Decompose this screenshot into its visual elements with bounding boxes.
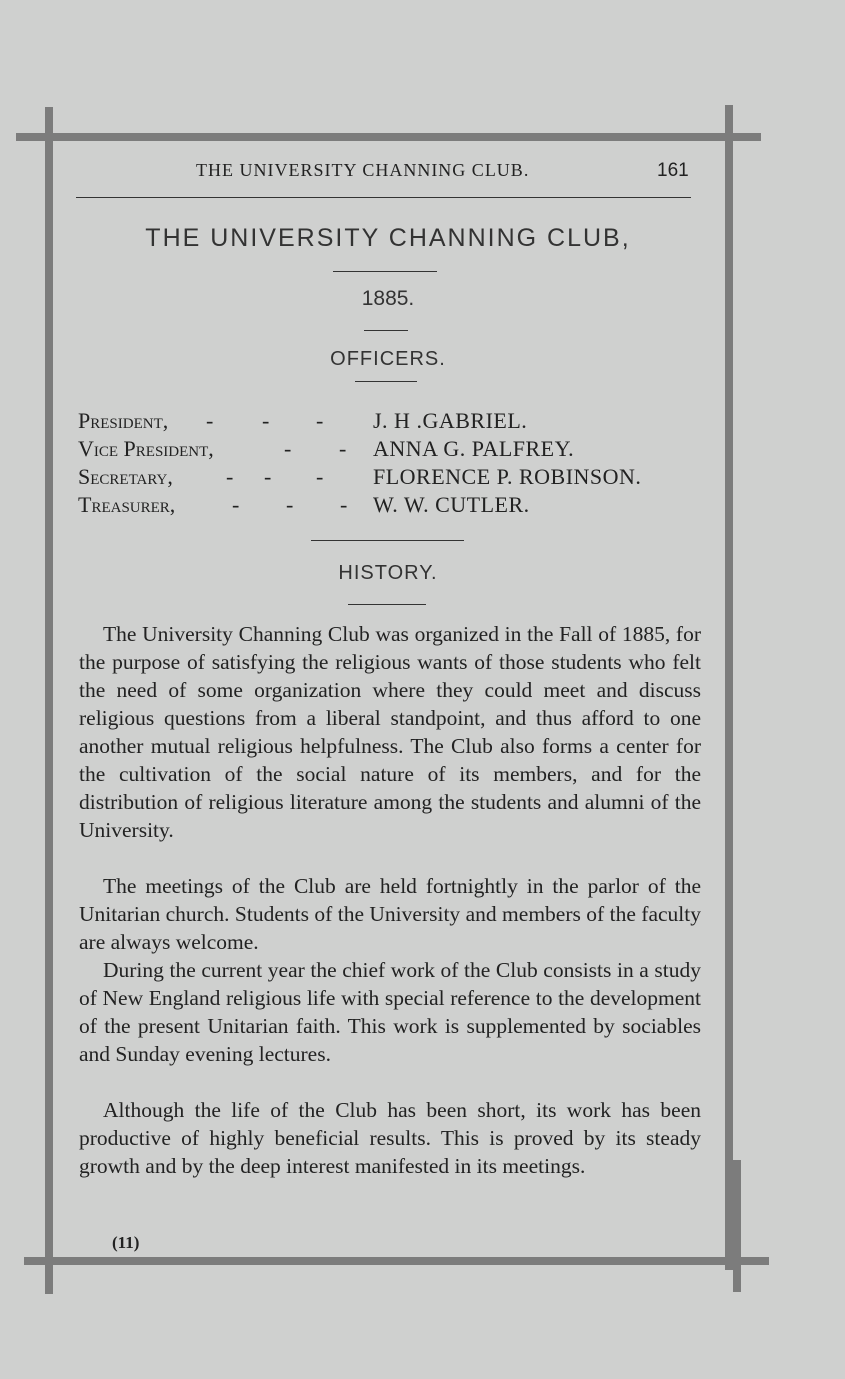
leader-dash: - <box>206 408 214 433</box>
leader-dash: - <box>226 464 234 489</box>
running-header-title: THE UNIVERSITY CHANNING CLUB. <box>196 160 530 180</box>
frame-right-rule <box>725 105 733 1270</box>
history-paragraph: The meetings of the Club are held fortnightly in the parlor of the Unitarian church. Students of the University and members of the faculty are always welcome. <box>79 874 701 954</box>
frame-right-rule-lower <box>733 1160 741 1292</box>
officer-name: FLORENCE P. ROBINSON. <box>373 464 642 489</box>
page-title: THE UNIVERSITY CHANNING CLUB, <box>145 224 631 252</box>
page-number: 161 <box>657 160 689 181</box>
divider <box>355 381 417 382</box>
frame-bottom-rule <box>24 1257 769 1265</box>
frame-left-rule <box>45 107 53 1294</box>
history-paragraph: The University Channing Club was organized in the Fall of 1885, for the purpose of satisfying the religious wants of those students who felt the need of some organization where they could meet and discuss religious questions from a liberal standpoint, and thus afford to one another mutual religious helpfulness. The Club also forms a center for the cultivation of the social nature of its members, and for the distribution of religious literature among the students and alumni of the University. <box>79 622 701 842</box>
officer-role: Treasurer, <box>78 492 176 517</box>
history-heading: HISTORY. <box>338 562 438 584</box>
divider <box>348 604 426 605</box>
officer-row <box>78 464 718 494</box>
frame-top-rule <box>16 133 761 141</box>
header-rule <box>76 197 691 198</box>
history-paragraph: Although the life of the Club has been short, its work has been productive of highly beneficial results. This is proved by its steady growth and by the deep interest manifested in its meetings. <box>79 1098 701 1178</box>
leader-dash: - <box>340 492 348 517</box>
officers-heading: OFFICERS. <box>330 348 446 370</box>
year-label: 1885. <box>361 287 415 310</box>
officer-name: ANNA G. PALFREY. <box>373 436 575 461</box>
leader-dash: - <box>264 464 272 489</box>
leader-dash: - <box>262 408 270 433</box>
officer-name: J. H .GABRIEL. <box>373 408 528 433</box>
officer-row <box>78 408 718 438</box>
officer-row <box>78 436 718 466</box>
leader-dash: - <box>286 492 294 517</box>
officer-row <box>78 492 718 522</box>
divider <box>311 540 464 541</box>
leader-dash: - <box>232 492 240 517</box>
officer-role: President, <box>78 408 169 433</box>
leader-dash: - <box>284 436 292 461</box>
officer-role: Vice President, <box>78 436 214 461</box>
officer-name: W. W. CUTLER. <box>373 492 530 517</box>
divider <box>333 271 437 272</box>
leader-dash: - <box>339 436 347 461</box>
divider <box>364 330 408 331</box>
signature-mark: (11) <box>112 1233 140 1252</box>
leader-dash: - <box>316 408 324 433</box>
officer-role: Secretary, <box>78 464 173 489</box>
history-paragraph: During the current year the chief work of the Club consists in a study of New England religious life with special reference to the development of the present Unitarian faith. This work is supplemented by sociables and Sunday evening lectures. <box>79 958 701 1066</box>
leader-dash: - <box>316 464 324 489</box>
